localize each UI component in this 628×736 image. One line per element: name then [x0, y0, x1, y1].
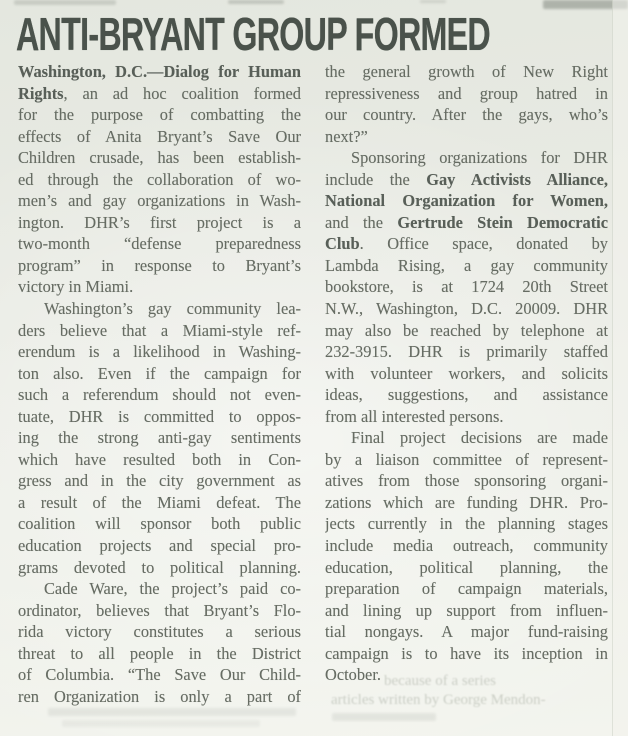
article-line — [325, 83, 608, 105]
article-line — [18, 341, 301, 363]
article-text: next?” — [325, 126, 368, 146]
article-text: ing the strong anti-gay sentiments — [18, 428, 301, 448]
article-text: zations which are funding DHR. Pro- — [325, 492, 608, 512]
article-line — [18, 535, 301, 557]
article-line — [18, 169, 301, 191]
article-line — [18, 233, 301, 255]
article-line — [18, 276, 301, 298]
article-text: preparation of campaign materials, — [325, 579, 608, 599]
article-text: two-month “defense preparedness — [18, 234, 301, 254]
article-text: victory in Miami. — [18, 277, 134, 297]
article-line — [18, 147, 301, 169]
article-line — [18, 298, 301, 320]
article-text: with volunteer workers, and solicits — [325, 363, 608, 383]
article-line — [325, 643, 608, 665]
article-line — [325, 600, 608, 622]
article-text: ed through the collaboration of wo- — [18, 169, 301, 189]
article-line — [325, 276, 608, 298]
article-text: of Columbia. “The Save Our Child- — [18, 665, 301, 685]
ink-bleed-mark — [48, 708, 296, 716]
article-line — [325, 621, 608, 643]
article-text: ington. DHR’s first project is a — [18, 212, 301, 232]
ink-bleed-mark — [62, 720, 260, 727]
article-line — [325, 557, 608, 579]
article-text: N.W., Washington, D.C. 20009. DHR — [325, 299, 608, 319]
article-text: rida victory constitutes a serious — [18, 622, 301, 642]
article-line — [325, 341, 608, 363]
article-text: by a liaison committee of represent- — [325, 449, 608, 469]
article-line — [325, 212, 608, 234]
article-text: threat to all people in the District — [18, 643, 301, 663]
article-text: Washington’s gay community lea- — [44, 299, 301, 319]
article-text: Final project decisions are made — [351, 428, 608, 448]
article-line — [325, 578, 608, 600]
ghost-text-line: articles written by George Mendon- — [331, 692, 546, 708]
article-line — [18, 449, 301, 471]
article-text: repressiveness and group hatred in — [325, 83, 608, 103]
article-line — [18, 427, 301, 449]
article-text: atives from those sponsoring organi- — [325, 471, 608, 491]
article-line — [325, 320, 608, 342]
article-line — [18, 61, 301, 83]
article-line — [18, 320, 301, 342]
article-bold-text: Gertrude Stein Democratic — [397, 212, 608, 232]
article-line — [325, 233, 608, 255]
article-text: include media outreach, community — [325, 536, 608, 556]
article-text: for the purpose of combatting the — [18, 105, 301, 125]
article-line — [18, 557, 301, 579]
article-line — [325, 169, 608, 191]
article-bold-text: Gay Activists Alliance, — [426, 169, 608, 189]
article-line — [18, 255, 301, 277]
article-line — [325, 427, 608, 449]
article-line — [325, 492, 608, 514]
article-line — [18, 664, 301, 686]
article-text: from all interested persons. — [325, 406, 504, 426]
article-line — [18, 643, 301, 665]
article-text: a result of the Miami defeat. The — [18, 492, 301, 512]
article-text: our country. After the gays, who’s — [325, 105, 608, 125]
ink-bleed-mark — [420, 0, 446, 3]
article-line — [18, 621, 301, 643]
article-text: 232-3915. DHR is primarily staffed — [325, 342, 608, 362]
article-text: ren Organization is only a part of — [18, 686, 301, 706]
article-bold-text: Rights — [18, 83, 64, 103]
article-line — [18, 406, 301, 428]
article-text: tial nongays. A major fund-raising — [325, 622, 608, 642]
article-column-right — [325, 61, 608, 686]
article-line — [18, 190, 301, 212]
article-text: coalition will sponsor both public — [18, 514, 301, 534]
article-text: Sponsoring organizations for DHR — [351, 148, 608, 168]
article-line — [325, 61, 608, 83]
page-edge-line — [612, 0, 613, 736]
article-bold-text: Club — [325, 234, 360, 254]
article-line — [325, 104, 608, 126]
article-text: Children crusade, has been establish- — [18, 148, 301, 168]
ink-bleed-mark — [14, 0, 116, 5]
article-line — [18, 83, 301, 105]
article-line — [18, 363, 301, 385]
article-title: ANTI-BRYANT GROUP FORMED — [16, 8, 490, 60]
article-text: which have resulted both in Con- — [18, 449, 301, 469]
article-line — [18, 513, 301, 535]
article-text: ideas, suggestions, and assistance — [325, 385, 608, 405]
article-line — [325, 384, 608, 406]
article-text: men’s and gay organizations in Wash- — [18, 191, 301, 211]
article-text: Cade Ware, the project’s paid co- — [44, 579, 301, 599]
article-text: may also be reached by telephone at — [325, 320, 608, 340]
article-line — [325, 470, 608, 492]
article-text: erendum is a likelihood in Washing- — [18, 342, 301, 362]
article-text: gress and in the city government as — [18, 471, 301, 491]
ink-bleed-mark — [228, 0, 284, 4]
article-text: grams devoted to political planning. — [18, 557, 301, 577]
article-text: jects currently in the planning stages — [325, 514, 608, 534]
article-line — [18, 578, 301, 600]
article-line — [325, 363, 608, 385]
article-text: effects of Anita Bryant’s Save Our — [18, 126, 301, 146]
article-line — [325, 513, 608, 535]
article-line — [325, 147, 608, 169]
article-line — [325, 190, 608, 212]
article-text: ton also. Even if the campaign for — [18, 363, 301, 383]
article-column-left — [18, 61, 301, 707]
article-text: such a referendum should not even- — [18, 385, 301, 405]
article-text: and lining up support from influen- — [325, 600, 608, 620]
article-text: , an ad hoc coalition formed — [63, 83, 301, 103]
ghost-text-line: because of a series — [384, 673, 497, 689]
article-text: bookstore, is at 1724 20th Street — [325, 277, 608, 297]
article-text: program” in response to Bryant’s — [18, 255, 301, 275]
article-line — [18, 492, 301, 514]
article-text: ordinator, believes that Bryant’s Flo- — [18, 600, 301, 620]
article-line — [18, 600, 301, 622]
article-line — [325, 126, 608, 148]
article-line — [325, 406, 608, 428]
article-line — [18, 686, 301, 708]
article-line — [18, 384, 301, 406]
article-line — [325, 535, 608, 557]
article-text: Lambda Rising, a gay community — [325, 255, 608, 275]
article-text: ders believe that a Miami-style ref- — [18, 320, 301, 340]
article-line — [325, 255, 608, 277]
article-bold-text: Washington, D.C.—Dialog for Human — [18, 62, 301, 81]
article-text: include the — [325, 169, 427, 189]
article-line — [325, 449, 608, 471]
article-text: the general growth of New Right — [325, 62, 608, 81]
article-text: . Office space, donated by — [359, 234, 608, 254]
article-text: October. — [325, 665, 381, 685]
ink-bleed-mark — [332, 713, 436, 721]
article-line — [18, 126, 301, 148]
article-line — [18, 470, 301, 492]
article-text: campaign is to have its inception in — [325, 643, 608, 663]
page-edge-band — [613, 0, 628, 736]
article-bold-text: National Organization for Women, — [325, 191, 608, 211]
article-text: and the — [325, 212, 398, 232]
article-text: education projects and special pro- — [18, 536, 301, 556]
article-line — [18, 104, 301, 126]
article-line — [325, 298, 608, 320]
article-text: education, political planning, the — [325, 557, 608, 577]
article-text: tuate, DHR is committed to oppos- — [18, 406, 301, 426]
article-line — [18, 212, 301, 234]
